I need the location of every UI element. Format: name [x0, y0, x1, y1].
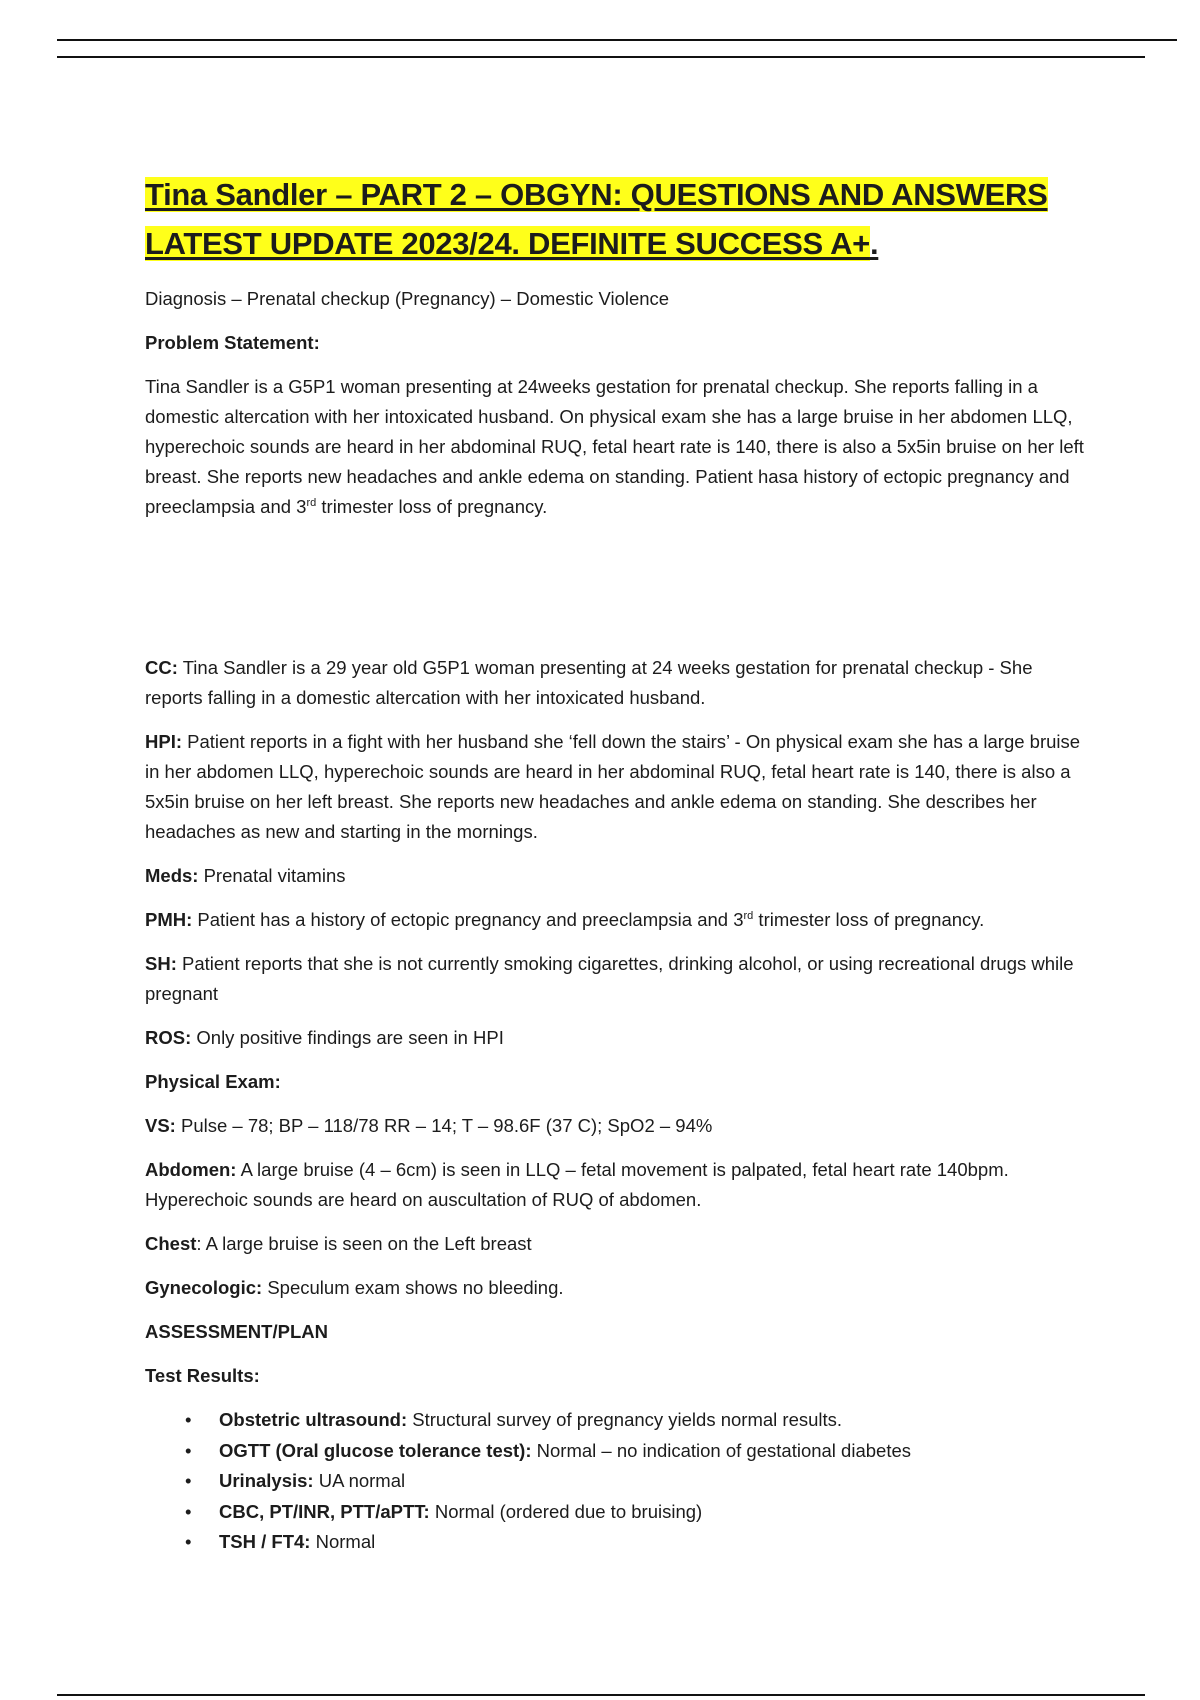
meds-text: Prenatal vitamins	[198, 865, 346, 886]
problem-statement-text	[145, 372, 1095, 522]
test-label: OGTT (Oral glucose tolerance test):	[219, 1439, 532, 1461]
pmh-section	[145, 905, 1095, 935]
problem-statement-text-end: trimester loss of pregnancy.	[316, 496, 548, 517]
test-label: Urinalysis:	[219, 1470, 314, 1491]
chest-label: Chest	[145, 1233, 197, 1254]
list-item	[185, 1497, 1095, 1528]
document-title	[145, 170, 1095, 268]
ros-label: ROS:	[145, 1027, 192, 1048]
ros-section	[145, 1023, 1095, 1053]
sh-label: SH:	[145, 953, 177, 974]
test-label: CBC, PT/INR, PTT/aPTT:	[219, 1500, 430, 1522]
problem-statement-heading: Problem Statement:	[145, 332, 320, 353]
physical-exam-heading: Physical Exam:	[145, 1071, 281, 1092]
hpi-section	[145, 727, 1095, 847]
bullet-icon: •	[185, 1500, 192, 1522]
cc-section	[145, 653, 1095, 713]
title-line-2: LATEST UPDATE 2023/24. DEFINITE SUCCESS A+	[145, 226, 870, 261]
sh-text: Patient reports that she is not currently smoking cigarettes, drinking alcohol, or using recreational drugs while pregnant	[145, 953, 1074, 1004]
hpi-text: Patient reports in a fight with her husband she ‘fell down the stairs’ - On physical exam she has a large bruise in her abdomen LLQ, hyperechoic sounds are heard in her abdominal RUQ, fetal heart rate is 140, there is also a 5x5in bruise on her left breast. She reports new headaches and ankle edema on standing. She describes her headaches as new and starting in the mornings.	[145, 731, 1081, 842]
problem-statement-sup: rd	[306, 496, 317, 509]
gynecologic-section	[145, 1273, 1095, 1303]
pmh-label: PMH:	[145, 909, 193, 930]
abdomen-label: Abdomen:	[145, 1159, 237, 1180]
bullet-icon: •	[185, 1439, 192, 1461]
test-label: Obstetric ultrasound:	[219, 1409, 408, 1430]
problem-statement-text-main: Tina Sandler is a G5P1 woman presenting at 24weeks gestation for prenatal checkup. She reports falling in a domestic altercation with her intoxicated husband. On physical exam she has a large bruise in her abdomen LLQ, hyperechoic sounds are heard in her abdominal RUQ, fetal heart rate is 140, there is also a 5x5in bruise on her left breast. She reports new headaches and ankle edema on standing. Patient hasa history of ectopic pregnancy and preeclampsia and 3	[145, 376, 1084, 517]
meds-section	[145, 861, 1095, 891]
chest-section	[145, 1229, 1095, 1259]
title-trailing: .	[869, 226, 879, 261]
pmh-sup: rd	[743, 909, 754, 922]
abdomen-section	[145, 1155, 1095, 1215]
spacer	[145, 536, 1095, 653]
test-results-heading: Test Results:	[145, 1365, 260, 1386]
pmh-text-end: trimester loss of pregnancy.	[753, 909, 985, 930]
bullet-icon: •	[185, 1531, 192, 1552]
hpi-label: HPI:	[145, 731, 182, 752]
header-rule-bottom	[57, 56, 1145, 58]
gynecologic-label: Gynecologic:	[145, 1277, 263, 1298]
list-item	[185, 1405, 1095, 1436]
vs-label: VS:	[145, 1115, 176, 1136]
bullet-icon: •	[185, 1470, 192, 1491]
title-line-1: Tina Sandler – PART 2 – OBGYN: QUESTIONS AND ANSWERS	[145, 177, 1048, 212]
abdomen-text: A large bruise (4 – 6cm) is seen in LLQ – fetal movement is palpated, fetal heart rate 140bpm. Hyperechoic sounds are heard on auscultation of RUQ of abdomen.	[145, 1159, 1009, 1210]
footer-rule	[57, 1694, 1145, 1696]
list-item	[185, 1466, 1095, 1497]
test-text: Normal	[310, 1531, 376, 1552]
ros-text: Only positive findings are seen in HPI	[191, 1027, 504, 1048]
test-text: Normal (ordered due to bruising)	[429, 1500, 703, 1522]
diagnosis-line: Diagnosis – Prenatal checkup (Pregnancy) – Domestic Violence	[145, 288, 670, 309]
list-item	[185, 1436, 1095, 1467]
assessment-heading: ASSESSMENT/PLAN	[145, 1321, 328, 1342]
chest-text: : A large bruise is seen on the Left breast	[196, 1233, 532, 1254]
test-results-list	[145, 1405, 1095, 1558]
pmh-text: Patient has a history of ectopic pregnancy and preeclampsia and 3	[192, 909, 744, 930]
test-text: UA normal	[313, 1470, 406, 1491]
document-body	[145, 170, 1095, 1558]
test-label: TSH / FT4:	[219, 1531, 311, 1552]
header-rule-top	[57, 39, 1177, 41]
test-text: Normal – no indication of gestational diabetes	[531, 1439, 912, 1461]
cc-label: CC:	[145, 657, 178, 678]
test-text: Structural survey of pregnancy yields normal results.	[407, 1409, 843, 1430]
cc-text: Tina Sandler is a 29 year old G5P1 woman presenting at 24 weeks gestation for prenatal checkup - She reports falling in a domestic altercation with her intoxicated husband.	[145, 657, 1033, 708]
meds-label: Meds:	[145, 865, 199, 886]
vs-section	[145, 1111, 1095, 1141]
gynecologic-text: Speculum exam shows no bleeding.	[262, 1277, 564, 1298]
list-item	[185, 1527, 1095, 1558]
vs-text: Pulse – 78; BP – 118/78 RR – 14; T – 98.6F (37 C); SpO2 – 94%	[175, 1115, 713, 1136]
bullet-icon: •	[185, 1409, 192, 1430]
sh-section	[145, 949, 1095, 1009]
